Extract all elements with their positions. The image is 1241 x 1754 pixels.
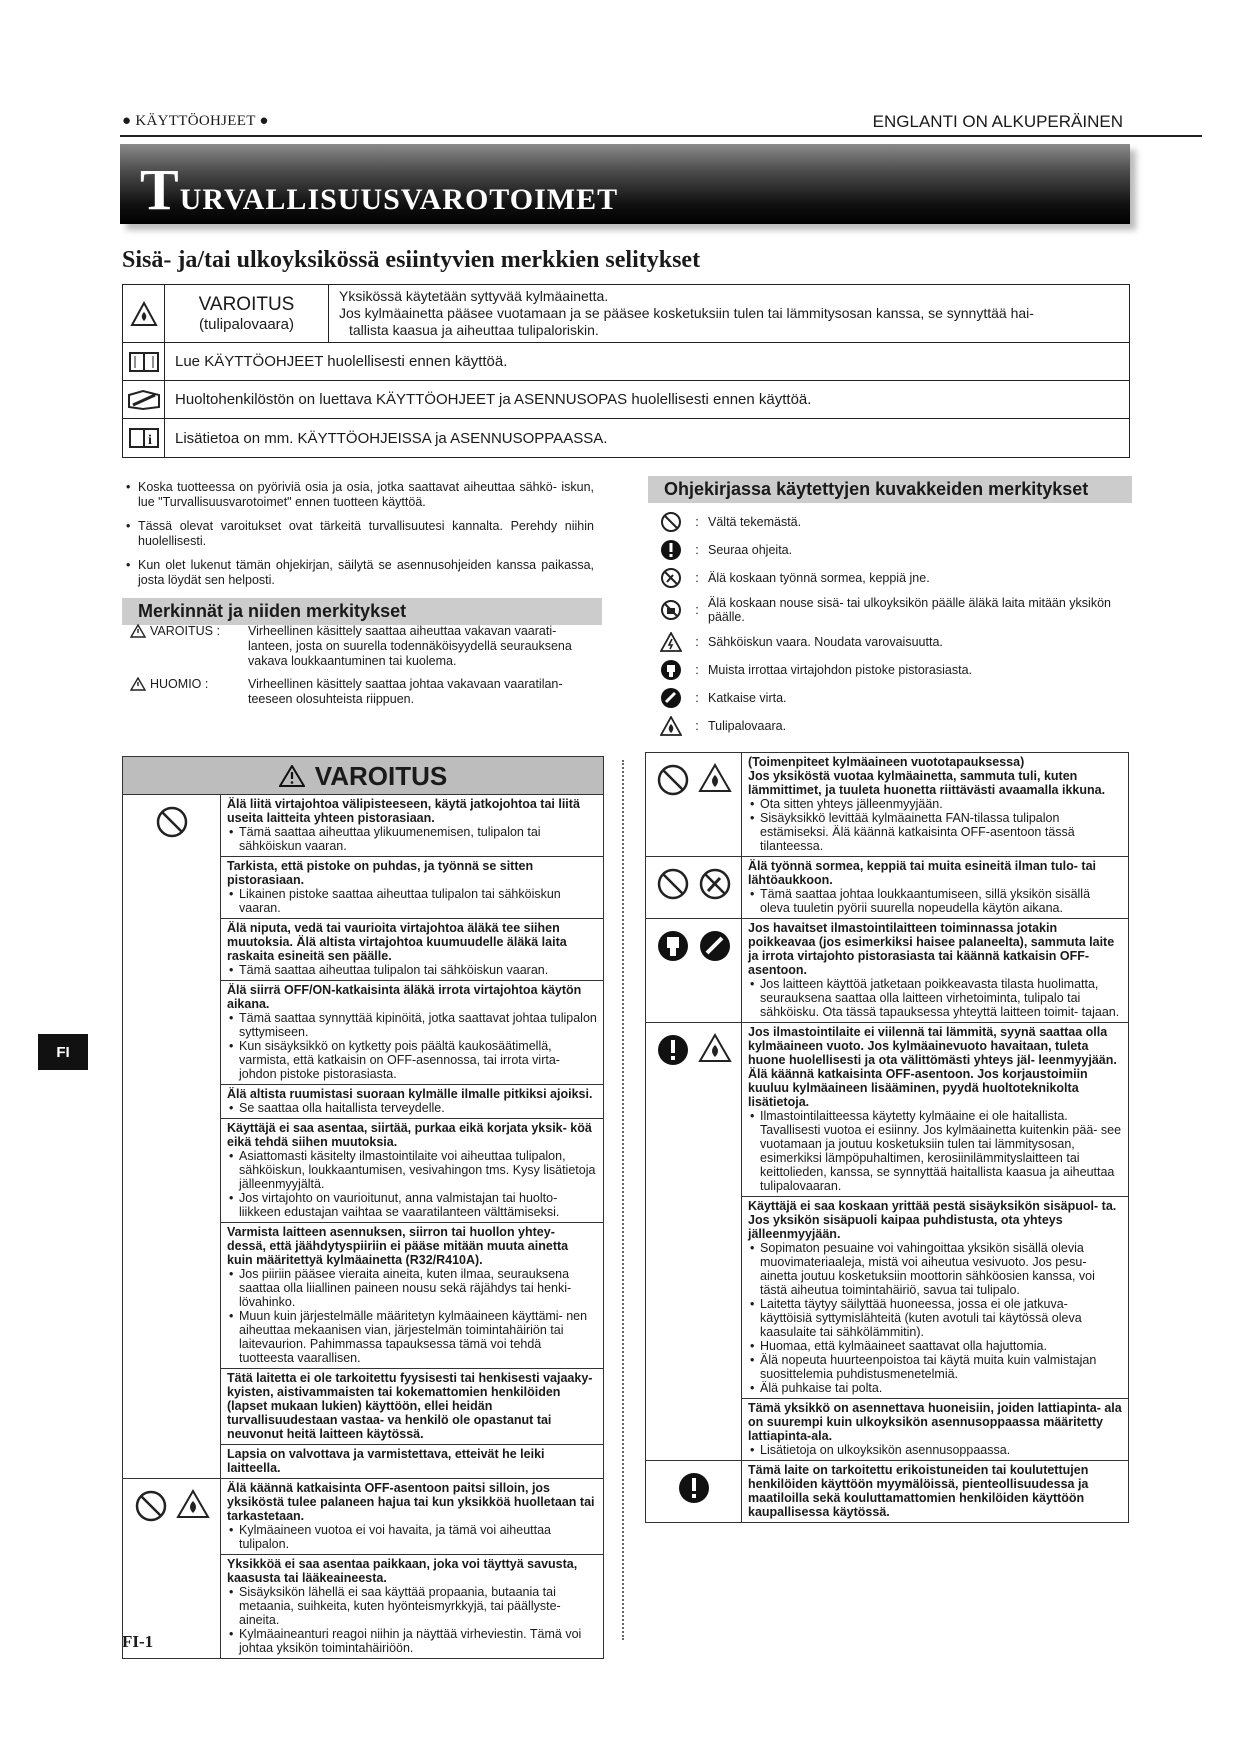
marks-heading: Merkinnät ja niiden merkitykset	[122, 598, 602, 625]
warning-item	[221, 795, 603, 857]
power-off-icon	[660, 687, 682, 709]
warning-item-bullet: • Jos laitteen käyttöä jatketaan poikkeavasta tilasta huolimatta, seurauksena saattaa olla laitteen virhetoiminta, tulipalo tai sähköisku. Ota tässä tapauksessa yhteyttä laitteen toimit- tajaan.	[748, 977, 1122, 1019]
intro-bullets	[124, 480, 594, 597]
warning-item-bullet: • Älä puhkaise tai polta.	[748, 1381, 1122, 1395]
list-item: Älä koskaan työnnä sormea, keppiä jne.	[708, 571, 930, 585]
warning-item	[742, 857, 1128, 918]
warning-item-heading: Tämä laite on tarkoitettu erikoistuneiden tai koulutettujen henkilöiden käyttöön myymälöissä, pienteollisuudessa ja maatiloilla sekä kouluttamattomien henkilöiden käyttöön kaupallisessa käytössä.	[748, 1463, 1089, 1519]
warning-block	[646, 1023, 1128, 1461]
warning-item-bullet: • Kylmäaineen vuotoa ei voi havaita, ja tämä voi aiheuttaa tulipalon.	[227, 1523, 597, 1551]
warning-column-left	[122, 756, 604, 1659]
no-finger-icon	[660, 567, 682, 589]
prohibited-icon	[656, 763, 690, 797]
warning-item-bullet: • Tämä saattaa johtaa loukkaantumiseen, sillä yksikön sisällä oleva tuuletin pyörii suurella nopeudella käytön aikana.	[748, 887, 1122, 915]
mark-warning: VAROITUS : Virheellinen käsittely saattaa aiheuttaa vakavan vaarati- lanteen, josta on suurella todennäköisyydellä seurauksena vakava loukkaantuminen tai kuolema.	[130, 624, 600, 669]
list-item: Älä koskaan nouse sisä- tai ulkoyksikön päälle äläkä laita mitään yksikön päälle.	[708, 596, 1111, 624]
warning-heading: VAROITUS	[123, 757, 603, 795]
manual-book-icon	[123, 343, 165, 380]
warning-item	[742, 919, 1128, 1022]
warning-item	[742, 753, 1128, 856]
symbol-legend-table	[122, 284, 1130, 458]
warning-item-heading: Varmista laitteen asennuksen, siirron tai huollon yhtey- dessä, että jäähdytyspiiriin ei pääse mitään muuta ainetta kuin määritettyä kylmäainetta (R32/R410A).	[227, 1225, 569, 1267]
no-step-icon	[660, 599, 682, 621]
header-left: ● KÄYTTÖOHJEET ●	[122, 113, 269, 129]
warning-item-heading: Älä siirrä OFF/ON-katkaisinta äläkä irrota virtajohtoa käytön aikana.	[227, 983, 582, 1011]
warning-item-bullet: • Asiattomasti käsitelty ilmastointilaite voi aiheuttaa tulipalon, sähköiskun, loukkaantumisen, vesivahingon tms. Kysy lisätietoja jälleenmyyjältä.	[227, 1149, 597, 1191]
warning-item	[221, 981, 603, 1085]
warning-block	[646, 919, 1128, 1023]
fire-hazard-icon	[698, 1033, 732, 1063]
info-book-icon	[123, 419, 165, 457]
fire-warning-icon	[123, 285, 165, 342]
warning-item-bullet: • Ota sitten yhteys jälleenmyyjään.	[748, 797, 1122, 811]
warning-item-heading: Yksikköä ei saa asentaa paikkaan, joka voi täyttyä savusta, kaasusta tai lääkeaineesta.	[227, 1557, 578, 1585]
warning-item-heading: Käyttäjä ei saa koskaan yrittää pestä sisäyksikön sisäpuol- ta. Jos yksikön sisäpuoli kaipaa puhdistusta, ota yhteys jälleenmyyjään.	[748, 1199, 1117, 1241]
warning-item-bullet: • Ilmastointilaitteessa käytetty kylmäaine ei ole haitallista. Tavallisesti vuotoa ei esiinny. Jos kylmäainetta kuitenkin pää- see vuotamaan ja joutuu kosketuksiin tulen tai lämmitysosan, esimerkiksi lämpöpuhaltimen, kerosiinilämmityslaitteen tai keittolieden, kanssa, se synnyttää haitallista kaasua ja aiheuttaa tulipalovaaran.	[748, 1109, 1122, 1193]
fire-hazard-icon	[698, 763, 732, 793]
page-number: FI-1	[122, 1632, 154, 1651]
language-tab: FI	[38, 1034, 88, 1070]
warning-item	[742, 1197, 1128, 1399]
warning-item-bullet: • Se saattaa olla haitallista terveydelle.	[227, 1101, 597, 1115]
warning-item-bullet: • Likainen pistoke saattaa aiheuttaa tulipalon tai sähköiskun vaaran.	[227, 887, 597, 915]
warning-item-bullet: • Muun kuin järjestelmälle määritetyn kylmäaineen käyttämi- nen aiheuttaa mekaanisen vian, järjestelmän toimintahäiriön tai laitevaurion. Pahimmassa tapauksessa tämä voi tehdä tuotteesta vaarallisen.	[227, 1309, 597, 1365]
warning-item-bullet: • Sisäyksikön lähellä ei saa käyttää propaania, butaania tai metaania, suihkeita, kuten hyönteismyrkkyjä, tai päällyste- aineita.	[227, 1585, 597, 1627]
warning-triangle-icon	[130, 624, 146, 638]
warning-item-heading: Jos havaitset ilmastointilaitteen toiminnassa jotakin poikkeavaa (jos esimerkiksi haisee palaneelta), sammuta laite ja irrota virtajohto pistorasiasta tai käännä katkaisin OFF-asentoon.	[748, 921, 1115, 977]
warning-item	[221, 1085, 603, 1119]
header-rule	[120, 135, 1202, 137]
warning-label: VAROITUS (tulipalovaara)	[165, 285, 329, 342]
no-finger-icon	[698, 867, 732, 901]
icon-meanings-list: : Vältä tekemästä. : Seuraa ohjeita. : Älä koskaan työnnä sormea, keppiä jne. : Älä koskaan nouse sisä- tai ulkoyksikön päälle äläkä laita mitään yksikön päälle. : Sähköiskun vaara. Noudata varovaisuutta. : Muista irrottaa virtajohdon pistoke pistorasiasta. : Katkaise virta. : Tulipalovaara.	[656, 508, 1132, 740]
warning-block	[123, 795, 603, 1479]
page-title: TURVALLISUUSVAROTOIMET	[140, 157, 619, 222]
warning-item	[221, 1223, 603, 1369]
warning-item	[221, 919, 603, 981]
column-divider	[622, 760, 624, 1640]
list-item: Tulipalovaara.	[708, 719, 787, 733]
list-item: Vältä tekemästä.	[708, 515, 802, 529]
legend-row-info: Lisätietoa on mm. KÄYTTÖOHJEISSA ja ASENNUSOPPAASSA.	[175, 429, 608, 447]
prohibited-icon	[656, 867, 690, 901]
warning-item	[221, 1479, 603, 1555]
warning-column-right	[645, 752, 1129, 1523]
warning-item-bullet: • Kun sisäyksikkö on kytketty pois päältä kaukosäätimellä, varmista, että katkaisin on OFF-asennossa, tai irrota virta- johdon pistoke pistorasiasta.	[227, 1039, 597, 1081]
marks-list	[130, 624, 600, 715]
prohibited-icon	[660, 511, 682, 533]
warning-item-heading: Älä työnnä sormea, keppiä tai muita esineitä ilman tulo- tai lähtöaukkoon.	[748, 859, 1097, 887]
warning-item-bullet: • Tämä saattaa aiheuttaa ylikuumenemisen, tulipalon tai sähköiskun vaaran.	[227, 825, 597, 853]
list-item: Seuraa ohjeita.	[708, 543, 793, 557]
warning-block	[646, 857, 1128, 919]
warning-item-heading: Tätä laitetta ei ole tarkoitettu fyysisesti tai henkisesti vajaaky- kyisten, aistivammaisten tai kokemattomien henkilöiden (lapset mukaan lukien) käyttöön, ellei heidän turvallisuudestaan vastaa- va henkilö ole opastanut tai neuvonut heitä laitteen käytössä.	[227, 1371, 593, 1441]
list-item: • Koska tuotteessa on pyöriviä osia ja osia, jotka saattavat aiheuttaa sähkö- iskun, lue "Turvallisuusvarotoimet" ennen tuotteen käyttöä.	[124, 480, 594, 510]
list-item: Sähköiskun vaara. Noudata varovaisuutta.	[708, 635, 943, 649]
header-right: ENGLANTI ON ALKUPERÄINEN	[872, 112, 1123, 131]
warning-item-bullet: • Jos piiriin pääsee vieraita aineita, kuten ilmaa, seurauksena saattaa olla liiallinen paineen nousu sekä räjähdys tai henki- lövahinko.	[227, 1267, 597, 1309]
caution-triangle-icon	[130, 677, 146, 691]
warning-item	[742, 1399, 1128, 1460]
warning-item	[221, 1555, 603, 1658]
warning-item-heading: Tarkista, että pistoke on puhdas, ja työnnä se sitten pistorasiaan.	[227, 859, 534, 887]
svg-text:i: i	[147, 433, 152, 448]
warning-item-heading: Tämä yksikkö on asennettava huoneisiin, joiden lattiapinta- ala on suurempi kuin ulkoyksikön asennusoppaassa määritetty lattiapinta-ala.	[748, 1401, 1122, 1443]
warning-item-prefix: (Toimenpiteet kylmäaineen vuototapauksessa)	[748, 755, 1025, 769]
warning-item-bullet: • Jos virtajohto on vaurioitunut, anna valmistajan tai huolto- liikkeen edustajan vaihtaa se vaaratilanteen välttämiseksi.	[227, 1191, 597, 1219]
warning-item	[221, 857, 603, 919]
warning-item-bullet: • Tämä saattaa aiheuttaa tulipalon tai sähköiskun vaaran.	[227, 963, 597, 977]
warning-item-bullet: • Kylmäaineanturi reagoi niihin ja näyttää virheviestin. Tämä voi johtaa yksikön toimintahäiriöön.	[227, 1627, 597, 1655]
warning-triangle-icon	[279, 765, 305, 787]
warning-block	[123, 1479, 603, 1658]
warning-item-bullet: • Sisäyksikkö levittää kylmäainetta FAN-tilassa tulipalon estämiseksi. Älä käännä katkaisinta OFF-asentoon tässä tilanteessa.	[748, 811, 1122, 853]
warning-item-bullet: • Älä nopeuta huurteenpoistoa tai käytä muita kuin valmistajan suosittelemia puhdistusmenetelmiä.	[748, 1353, 1122, 1381]
mark-caution: HUOMIO : Virheellinen käsittely saattaa johtaa vakavaan vaaratilan- teeseen olosuhteista riippuen.	[130, 677, 600, 707]
warning-item-heading: Älä käännä katkaisinta OFF-asentoon paitsi silloin, jos yksiköstä tulee palaneen hajua tai kun yksikköä huolletaan tai tarkastetaan.	[227, 1481, 595, 1523]
section-subtitle: Sisä- ja/tai ulkoyksikössä esiintyvien merkkien selitykset	[122, 247, 701, 273]
warning-item-heading: Jos ilmastointilaite ei viilennä tai lämmitä, syynä saattaa olla kylmäaineen vuoto. Jos kylmäainevuoto havaitaan, tuleta huone huolellisesti ja ota välittömästi yhteys jäl- leenmyyjään. Älä käännä katkaisinta OFF-asentoon. Jos korjaustoimiin kuuluu kylmäaineen lisääminen, pyydä huoltoteknikolta lisätietoja.	[748, 1025, 1117, 1109]
mandatory-icon	[656, 1033, 690, 1067]
warning-item-bullet: • Tämä saattaa synnyttää kipinöitä, jotka saattavat johtaa tulipalon syttymiseen.	[227, 1011, 597, 1039]
prohibited-icon	[134, 1489, 168, 1523]
warning-item-heading: Älä niputa, vedä tai vaurioita virtajohtoa äläkä tee siihen muutoksia. Älä altista virtajohtoa kuumuudelle äläkä laita raskaita esineitä sen päälle.	[227, 921, 567, 963]
warning-description: Yksikössä käytetään syttyvää kylmäainetta. Jos kylmäainetta pääsee vuotamaan ja se pääsee kosketuksiin tulen tai lämmitysosan kanssa, se synnyttää hai- tallista kaasua ja aiheuttaa tulipaloriskin.	[339, 288, 1034, 338]
warning-item	[221, 1445, 603, 1478]
warning-item-heading: Jos yksiköstä vuotaa kylmäainetta, sammuta tuli, kuten lämmittimet, ja tuuleta huonetta riittävästi avaamalla ikkuna.	[748, 769, 1106, 797]
fire-hazard-icon	[176, 1489, 210, 1519]
list-item: Muista irrottaa virtajohdon pistoke pistorasiasta.	[708, 663, 973, 677]
warning-item	[742, 1461, 1128, 1522]
warning-item-heading: Älä altista ruumistasi suoraan kylmälle ilmalle pitkiksi ajoiksi.	[227, 1087, 593, 1101]
warning-item-heading: Älä liitä virtajohtoa välipisteeseen, käytä jatkojohtoa tai liitä useita laitteita yhteen pistorasiaan.	[227, 797, 580, 825]
mandatory-icon	[677, 1471, 711, 1505]
unplug-icon	[656, 929, 690, 963]
legend-row-service: Huoltohenkilöstön on luettava KÄYTTÖOHJEET ja ASENNUSOPAS huolellisesti ennen käyttöä.	[175, 391, 812, 408]
icons-heading: Ohjekirjassa käytettyjen kuvakkeiden merkitykset	[648, 476, 1132, 503]
list-item: • Tässä olevat varoitukset ovat tärkeitä turvallisuutesi kannalta. Perehdy niihin huolellisesti.	[124, 519, 594, 549]
warning-item	[221, 1119, 603, 1223]
list-item: • Kun olet lukenut tämän ohjekirjan, säilytä se asennusohjeiden kanssa paikassa, josta löydät sen helposti.	[124, 558, 594, 588]
warning-item-bullet: • Laitetta täytyy säilyttää huoneessa, jossa ei ole jatkuva- käyttöisiä syttymislähteitä (kuten avotuli tai käytössä oleva kaasulaite tai sähkölämmitin).	[748, 1297, 1122, 1339]
mandatory-icon	[660, 539, 682, 561]
warning-item-bullet: • Lisätietoja on ulkoyksikön asennusoppaassa.	[748, 1443, 1122, 1457]
warning-item	[221, 1369, 603, 1445]
fire-hazard-icon	[660, 716, 682, 736]
warning-item-heading: Lapsia on valvottava ja varmistettava, etteivät he leiki laitteella.	[227, 1447, 545, 1475]
legend-row-read: Lue KÄYTTÖOHJEET huolellisesti ennen käyttöä.	[175, 353, 508, 370]
warning-item-heading: Käyttäjä ei saa asentaa, siirtää, purkaa eikä korjata yksik- köä eikä tehdä siihen muutoksia.	[227, 1121, 592, 1149]
service-manual-icon	[123, 381, 165, 418]
warning-item-bullet: • Huomaa, että kylmäaineet saattavat olla hajuttomia.	[748, 1339, 1122, 1353]
warning-block	[646, 753, 1128, 857]
list-item: Katkaise virta.	[708, 691, 787, 705]
prohibited-icon	[155, 805, 189, 839]
power-off-icon	[698, 929, 732, 963]
warning-block	[646, 1461, 1128, 1522]
electric-shock-icon	[660, 632, 682, 652]
warning-item-bullet: • Sopimaton pesuaine voi vahingoittaa yksikön sisällä olevia muovimateriaaleja, mistä voi aiheutua vesivuoto. Jos pesu- ainetta joutuu kosketuksiin moottorin sähköosien kanssa, voi tästä aiheutua toimintahäiriö, savua tai tulipalo.	[748, 1241, 1122, 1297]
warning-item	[742, 1023, 1128, 1197]
unplug-icon	[660, 659, 682, 681]
